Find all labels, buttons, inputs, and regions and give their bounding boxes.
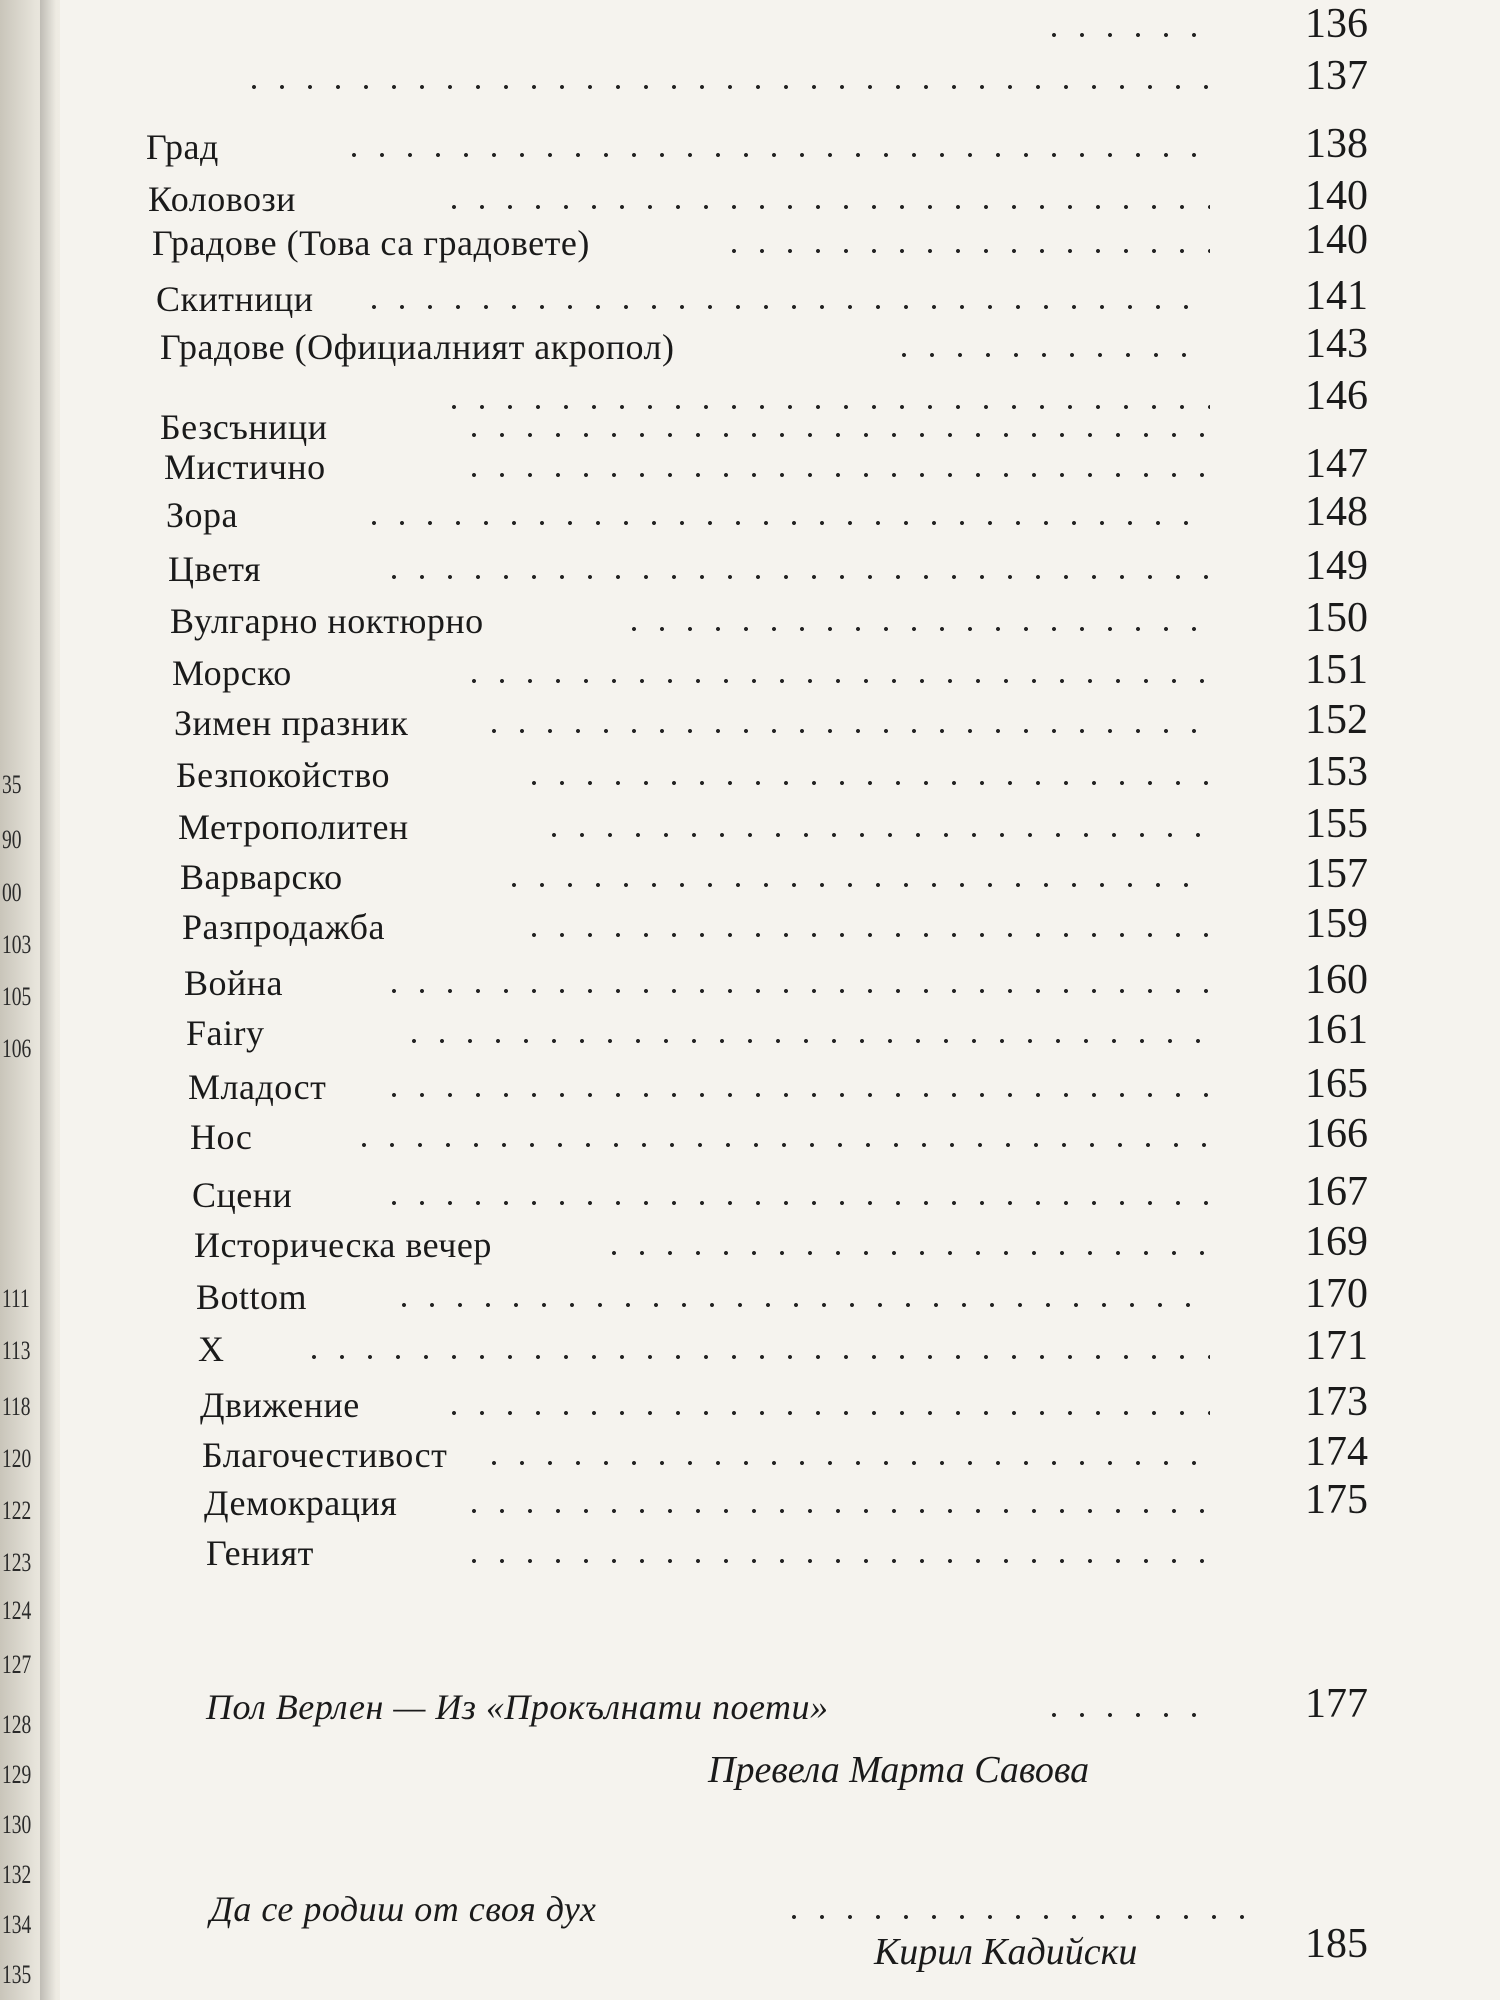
toc-entry-page: 138 [1305,121,1368,167]
toc-entry-page: 173 [1305,1379,1368,1425]
toc-leader-dots [300,1354,1210,1360]
toc-row [60,1270,1500,1318]
toc-leader-dots [440,1410,1210,1416]
left-page-number: 113 [2,1336,31,1365]
toc-entry-page: 155 [1305,801,1368,847]
toc-leader-dots [540,832,1210,838]
toc-entry-page: 137 [1305,53,1368,99]
toc-row [60,440,1500,488]
toc-leader-dots [440,204,1210,210]
toc-entry-page: 140 [1305,173,1368,219]
left-page-number: 00 [2,878,22,907]
toc-entry-title: Зимен празник [174,703,409,743]
toc-entry-title: Fairy [186,1013,265,1053]
toc-entry-title: Демокрация [204,1483,398,1523]
toc-leader-dots [460,472,1210,478]
toc-leader-dots [520,932,1210,938]
toc-row [60,1110,1500,1158]
toc-row [60,272,1500,320]
toc-entry-page: 165 [1305,1061,1368,1107]
toc-leader-dots [360,520,1210,526]
verlaine-title: Пол Верлен — Из «Прокълнати поети» [206,1687,829,1727]
toc-entry-page: 160 [1305,957,1368,1003]
toc-leader-dots [400,1038,1210,1044]
gutter-shadow [40,0,56,2000]
toc-leader-dots [380,988,1210,994]
toc-entry-title: Историческа вечер [194,1225,492,1265]
left-page-number: 124 [2,1596,32,1625]
toc-page [60,0,1500,2000]
toc-entry-title: Метрополитен [178,807,409,847]
toc-row [60,696,1500,744]
left-page-number: 132 [2,1860,32,1889]
toc-entry-title: Разпродажба [182,907,385,947]
toc-leader-dots [890,352,1210,358]
toc-row [60,320,1500,368]
toc-entry-title: Безсъници [160,407,328,447]
left-page-number: 90 [2,825,22,854]
toc-row [60,542,1500,590]
toc-row [60,1060,1500,1108]
toc-row [60,800,1500,848]
toc-entry-page: 166 [1305,1111,1368,1157]
toc-entry-title: Варварско [180,857,343,897]
toc-row [60,900,1500,948]
spirit-page: 185 [1305,1921,1368,1967]
toc-row [60,956,1500,1004]
toc-row [60,1428,1500,1476]
left-page-number: 111 [2,1284,30,1313]
toc-leader-dots [350,1142,1210,1148]
left-page-number: 120 [2,1444,32,1473]
toc-row [60,646,1500,694]
toc-leader-dots [460,1558,1210,1564]
toc-entry-page: 148 [1305,489,1368,535]
toc-entry-page: 174 [1305,1429,1368,1475]
verlaine-page: 177 [1305,1681,1368,1727]
toc-leader-dots [360,304,1210,310]
toc-entry-title: Война [184,963,284,1003]
toc-row-verlaine [60,1680,1500,1728]
toc-entry-title: Коловози [148,179,296,219]
left-page-number: 135 [2,1960,32,1989]
toc-entry-page: 141 [1305,273,1368,319]
toc-leader-dots [480,728,1210,734]
toc-entry-title: Цветя [168,549,262,589]
toc-row [60,488,1500,536]
toc-row [60,1526,1500,1574]
toc-entry-title: X [198,1329,225,1369]
toc-leader-dots [480,1460,1210,1466]
toc-entry-page: 175 [1305,1477,1368,1523]
toc-entry-title: Благочестивост [202,1435,448,1475]
toc-entry-title: Градове (Официалният акропол) [160,327,675,367]
toc-entry-page: 136 [1305,1,1368,47]
toc-entry-title: Bottom [196,1277,308,1317]
toc-leader-dots [1040,32,1210,38]
toc-entry-title: Безпокойство [176,755,390,795]
toc-row [60,850,1500,898]
toc-entry-page: 143 [1305,321,1368,367]
spirit-dots [780,1914,1260,1920]
toc-entry-page: 151 [1305,647,1368,693]
toc-entry-page: 167 [1305,1169,1368,1215]
toc-row [60,172,1500,220]
left-page-number: 129 [2,1760,32,1789]
toc-leader-dots [240,84,1210,90]
toc-row [60,120,1500,168]
toc-entry-page: 140 [1305,217,1368,263]
toc-entry-page: 170 [1305,1271,1368,1317]
toc-leader-dots [520,780,1210,786]
toc-leader-dots [460,1508,1210,1514]
toc-entry-page: 146 [1305,373,1368,419]
toc-leader-dots [340,152,1210,158]
toc-entry-page: 171 [1305,1323,1368,1369]
toc-entry-title: Морско [172,653,292,693]
toc-row [60,1476,1500,1524]
toc-row [60,216,1500,264]
toc-entry-page: 149 [1305,543,1368,589]
toc-entry-title: Вулгарно ноктюрно [170,601,484,641]
toc-leader-dots [380,574,1210,580]
left-page-number: 106 [2,1034,32,1063]
verlaine-dots [1040,1712,1220,1718]
toc-entry-page: 169 [1305,1219,1368,1265]
left-page-number: 35 [2,770,22,799]
toc-entry-title: Градове (Това са градовете) [152,223,590,263]
toc-row [60,1168,1500,1216]
toc-leader-dots [720,248,1210,254]
toc-leader-dots [460,432,1210,438]
toc-entry-title: Скитници [156,279,314,319]
toc-row [60,1378,1500,1426]
toc-entry-page: 147 [1305,441,1368,487]
toc-entry-title: Град [146,127,219,167]
left-page-number: 127 [2,1650,32,1679]
toc-entry-page: 161 [1305,1007,1368,1053]
toc-leader-dots [500,882,1210,888]
toc-entry-title: Геният [206,1533,314,1573]
toc-entry-title: Младост [188,1067,327,1107]
toc-entry-title: Мистично [164,447,326,487]
toc-entry-page: 157 [1305,851,1368,897]
toc-leader-dots [390,1302,1210,1308]
verlaine-translator: Превела Марта Савова [708,1749,1090,1791]
toc-row [60,748,1500,796]
left-page-number: 105 [2,982,32,1011]
toc-leader-dots [460,678,1210,684]
left-page-number: 122 [2,1496,32,1525]
left-page-number: 130 [2,1810,32,1839]
toc-entry-title: Сцени [192,1175,293,1215]
toc-entry-page: 159 [1305,901,1368,947]
toc-leader-dots [620,626,1210,632]
toc-row [60,1218,1500,1266]
toc-entry-page: 152 [1305,697,1368,743]
toc-leader-dots [380,1092,1210,1098]
spirit-title: Да се родиш от своя дух [210,1889,597,1929]
toc-entry-title: Движение [200,1385,360,1425]
toc-row [60,1006,1500,1054]
spirit-author: Кирил Кадийски [874,1931,1138,1973]
left-page-number: 123 [2,1548,32,1577]
left-page-number: 134 [2,1910,32,1939]
toc-entry-title: Нос [190,1117,253,1157]
toc-leader-dots [600,1250,1210,1256]
toc-row [60,52,1500,100]
left-page-number: 103 [2,930,32,959]
left-page-number: 128 [2,1710,32,1739]
toc-entry-page: 150 [1305,595,1368,641]
toc-leader-dots [380,1200,1210,1206]
toc-entry-page: 153 [1305,749,1368,795]
toc-row [60,1322,1500,1370]
left-page-number: 118 [2,1392,31,1421]
toc-entry-title: Зора [166,495,239,535]
toc-row [60,0,1500,48]
toc-row [60,594,1500,642]
